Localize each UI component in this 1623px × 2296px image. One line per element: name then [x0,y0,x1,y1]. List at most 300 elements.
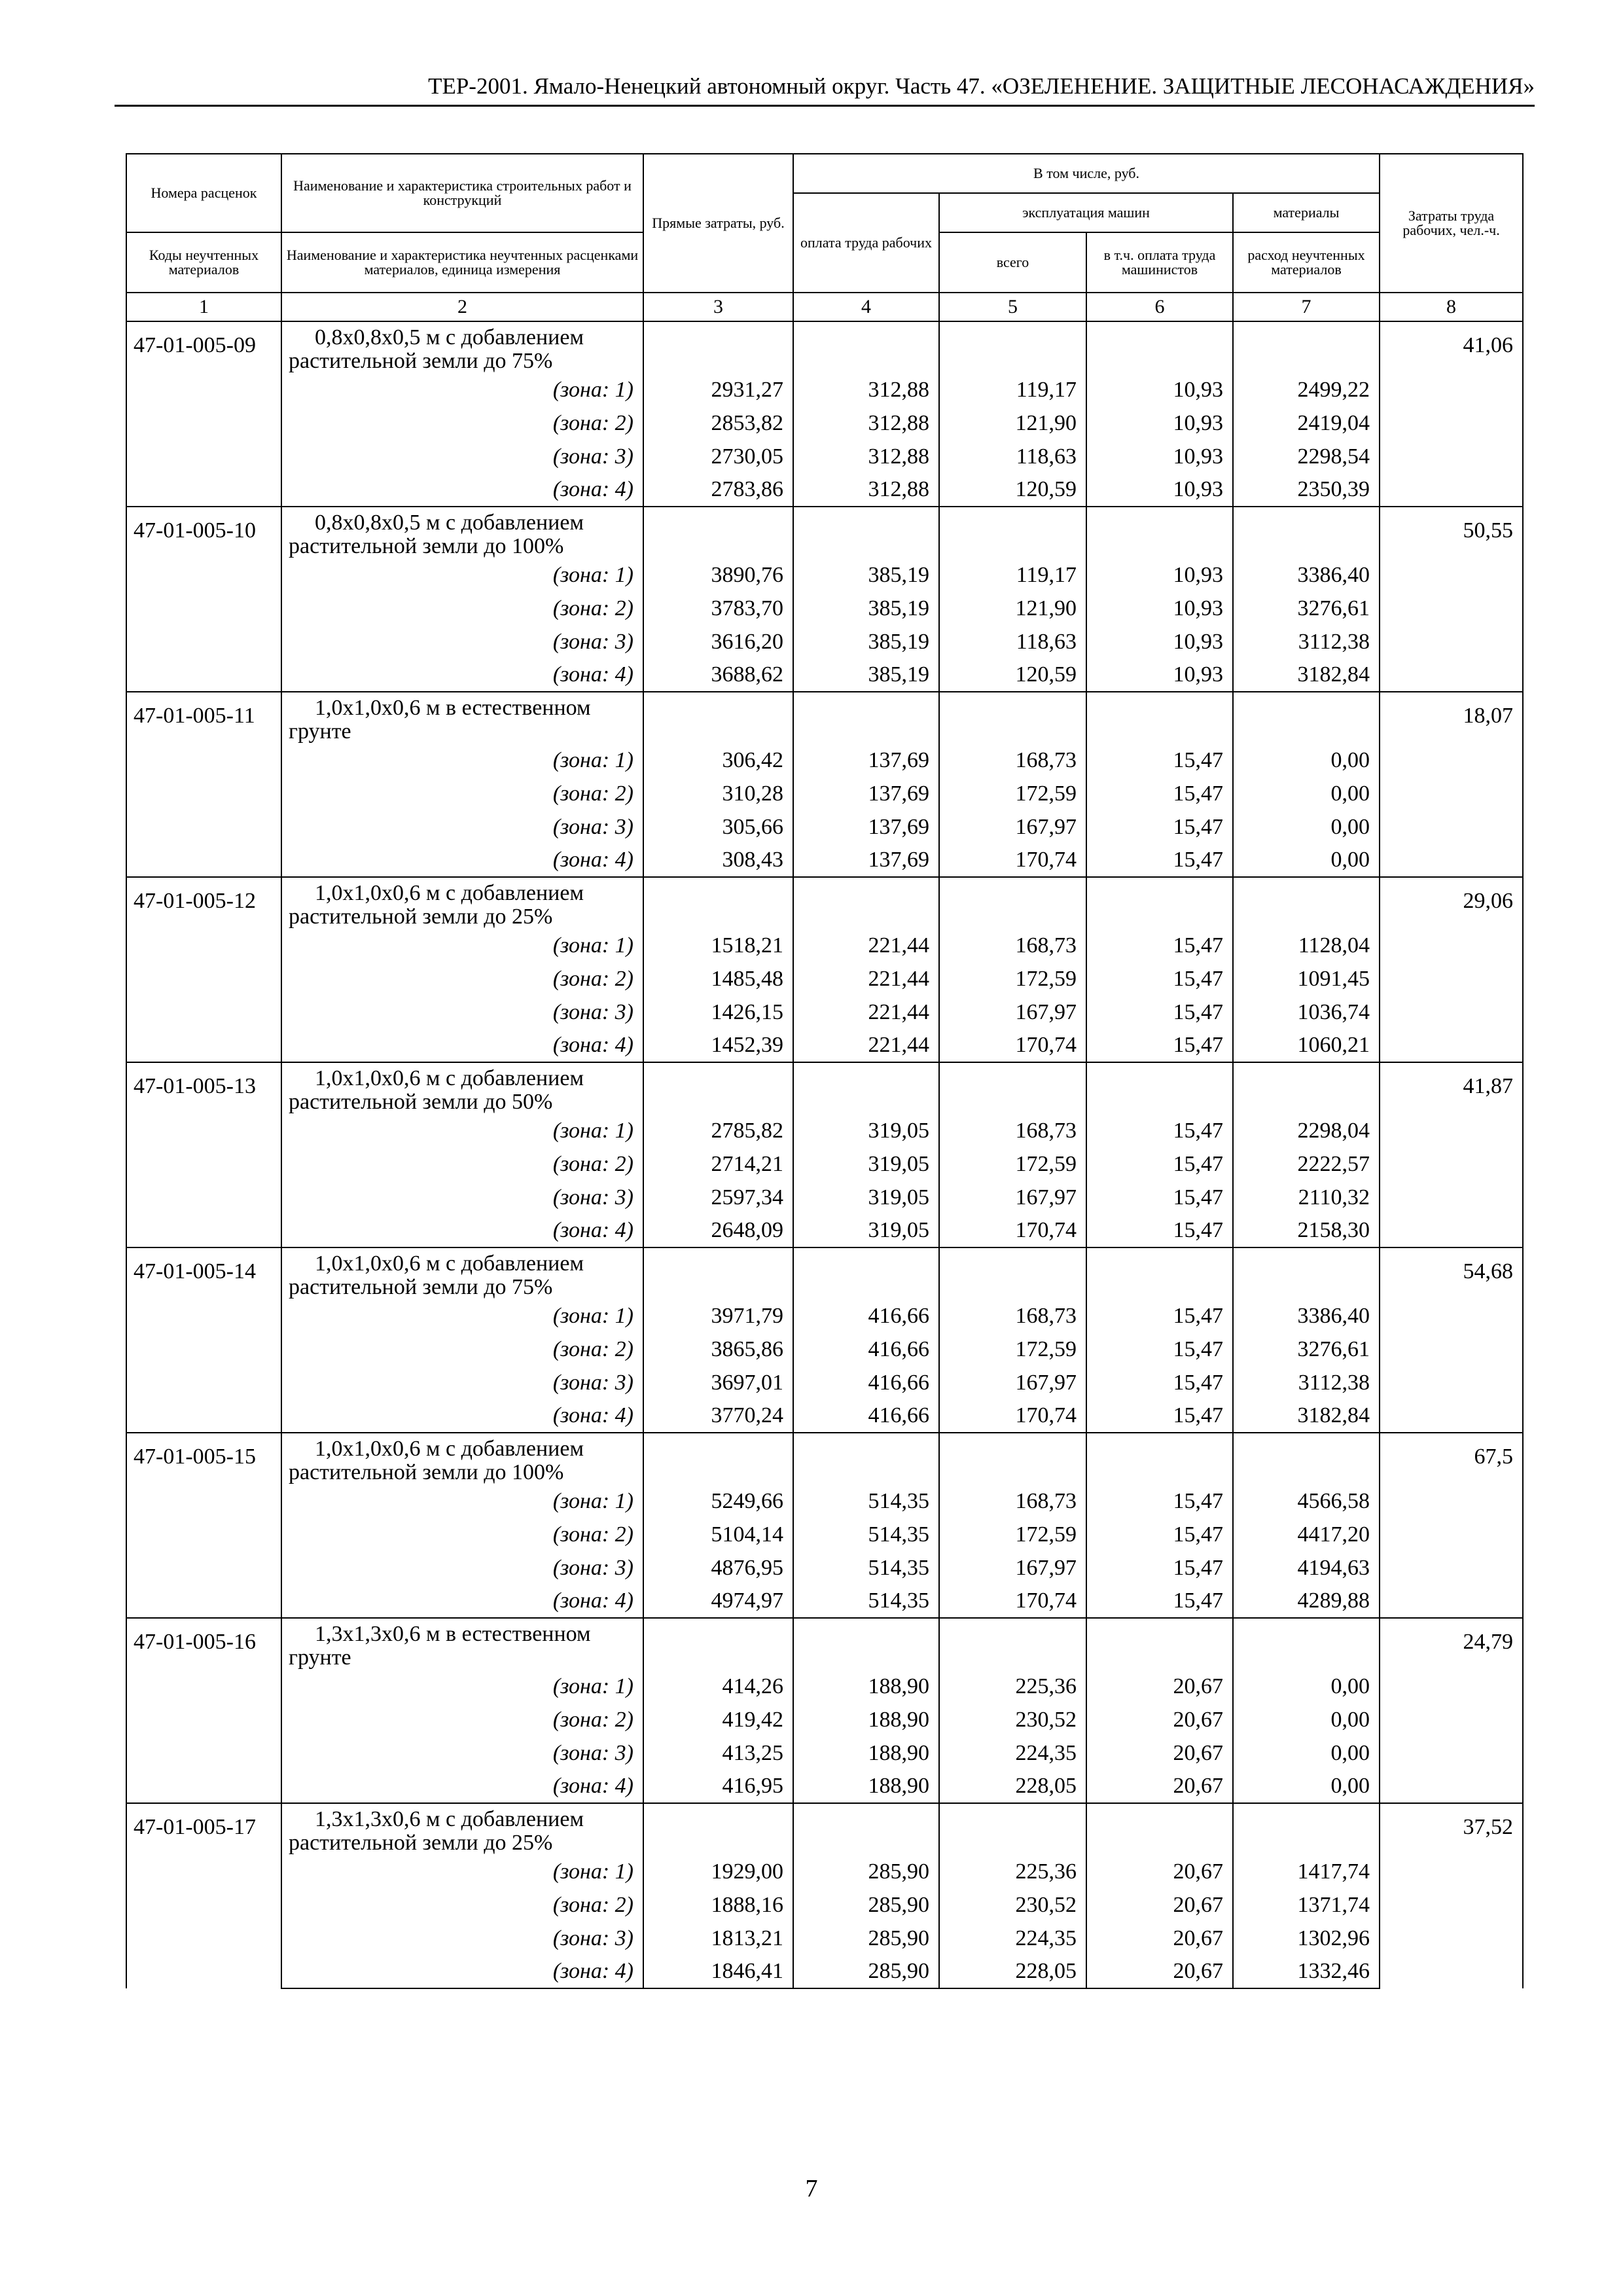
direct-costs-value: 308,43 [643,844,793,877]
rate-description [281,877,643,929]
worker-pay-value: 514,35 [793,1585,939,1618]
zone-row [126,1399,1523,1433]
materials-value: 2298,04 [1233,1114,1380,1147]
zone-label: (зона: 4) [281,1585,643,1618]
operator-pay-value: 15,47 [1086,929,1233,962]
zone-row [126,1770,1523,1803]
worker-pay-value: 137,69 [793,810,939,844]
machine-ops-value: 170,74 [939,1214,1086,1247]
rate-code: 47-01-005-12 [126,877,281,1062]
zone-row [126,844,1523,877]
table-body [126,321,1523,1988]
worker-pay-value: 188,90 [793,1703,939,1736]
zone-row [126,1736,1523,1770]
machine-ops-value: 225,36 [939,1670,1086,1703]
operator-pay-value: 20,67 [1086,1736,1233,1770]
materials-value: 3386,40 [1233,1299,1380,1333]
rate-description-line: растительной земли до 25% [289,1831,553,1855]
column-number: 4 [793,293,939,321]
materials-value: 0,00 [1233,810,1380,844]
operator-pay-value: 20,67 [1086,1922,1233,1955]
zone-label: (зона: 3) [281,810,643,844]
labor-cost: 67,5 [1380,1433,1523,1618]
zone-label: (зона: 2) [281,1518,643,1551]
direct-costs-value: 414,26 [643,1670,793,1703]
rate-description-line: растительной земли до 75% [289,1275,553,1299]
worker-pay-value: 514,35 [793,1551,939,1585]
zone-label: (зона: 4) [281,658,643,692]
zone-row [126,440,1523,473]
operator-pay-value: 15,47 [1086,744,1233,777]
worker-pay-value: 385,19 [793,558,939,592]
operator-pay-value: 15,47 [1086,1518,1233,1551]
zone-row [126,777,1523,810]
rate-row [126,692,1523,744]
materials-value: 3112,38 [1233,1366,1380,1399]
direct-costs-value: 2730,05 [643,440,793,473]
zone-row [126,1029,1523,1062]
labor-cost: 29,06 [1380,877,1523,1062]
zone-row [126,1585,1523,1618]
worker-pay-value: 312,88 [793,440,939,473]
worker-pay-value: 221,44 [793,962,939,996]
zone-label: (зона: 3) [281,1736,643,1770]
rate-description-line: 1,3х1,3х0,6 м с добавлением [315,1807,584,1831]
rate-row [126,1618,1523,1670]
rate-row [126,321,1523,373]
zone-label: (зона: 1) [281,1114,643,1147]
labor-cost: 41,06 [1380,321,1523,507]
machine-ops-value: 228,05 [939,1770,1086,1803]
labor-cost: 24,79 [1380,1618,1523,1803]
operator-pay-value: 15,47 [1086,1114,1233,1147]
labor-cost: 50,55 [1380,507,1523,692]
machine-ops-value: 118,63 [939,625,1086,658]
operator-pay-value: 15,47 [1086,1551,1233,1585]
direct-costs-value: 3688,62 [643,658,793,692]
machine-ops-value: 167,97 [939,1551,1086,1585]
direct-costs-value: 3616,20 [643,625,793,658]
zone-label: (зона: 4) [281,1770,643,1803]
worker-pay-value: 137,69 [793,744,939,777]
materials-value: 2298,54 [1233,440,1380,473]
zone-row [126,1366,1523,1399]
machine-ops-value: 168,73 [939,1484,1086,1518]
zone-label: (зона: 4) [281,1029,643,1062]
zone-row [126,1855,1523,1888]
materials-value: 1060,21 [1233,1029,1380,1062]
materials-value: 0,00 [1233,744,1380,777]
zone-row [126,1518,1523,1551]
labor-cost: 54,68 [1380,1247,1523,1433]
zone-row [126,658,1523,692]
materials-value: 1417,74 [1233,1855,1380,1888]
rate-row [126,1433,1523,1484]
direct-costs-value: 1518,21 [643,929,793,962]
zone-row [126,1484,1523,1518]
machine-ops-value: 121,90 [939,592,1086,625]
zone-label: (зона: 3) [281,1366,643,1399]
worker-pay-value: 319,05 [793,1214,939,1247]
materials-value: 1128,04 [1233,929,1380,962]
materials-value: 1371,74 [1233,1888,1380,1922]
direct-costs-value: 5249,66 [643,1484,793,1518]
zone-row [126,625,1523,658]
operator-pay-value: 15,47 [1086,962,1233,996]
zone-label: (зона: 4) [281,1399,643,1433]
worker-pay-value: 285,90 [793,1855,939,1888]
machine-ops-value: 170,74 [939,844,1086,877]
zone-label: (зона: 2) [281,1888,643,1922]
materials-value: 1091,45 [1233,962,1380,996]
operator-pay-value: 15,47 [1086,810,1233,844]
zone-label: (зона: 4) [281,1214,643,1247]
machine-ops-value: 168,73 [939,744,1086,777]
rate-description [281,507,643,558]
labor-cost: 41,87 [1380,1062,1523,1247]
operator-pay-value: 20,67 [1086,1888,1233,1922]
rate-description [281,321,643,373]
direct-costs-value: 2853,82 [643,406,793,440]
materials-value: 3276,61 [1233,1333,1380,1366]
operator-pay-value: 15,47 [1086,996,1233,1029]
zone-label: (зона: 3) [281,440,643,473]
machine-ops-value: 172,59 [939,1333,1086,1366]
rate-code: 47-01-005-10 [126,507,281,692]
worker-pay-value: 319,05 [793,1147,939,1181]
machine-ops-value: 170,74 [939,1585,1086,1618]
direct-costs-value: 1452,39 [643,1029,793,1062]
header-rate-numbers: Номера расценок [126,154,281,232]
direct-costs-value: 2785,82 [643,1114,793,1147]
zone-label: (зона: 4) [281,473,643,507]
zone-row [126,1551,1523,1585]
zone-row [126,929,1523,962]
worker-pay-value: 137,69 [793,777,939,810]
rate-description-line: растительной земли до 100% [289,1460,564,1484]
operator-pay-value: 10,93 [1086,592,1233,625]
operator-pay-value: 20,67 [1086,1855,1233,1888]
materials-value: 0,00 [1233,1670,1380,1703]
zone-row [126,592,1523,625]
rate-description [281,1247,643,1299]
materials-value: 3112,38 [1233,625,1380,658]
operator-pay-value: 15,47 [1086,1585,1233,1618]
direct-costs-value: 3697,01 [643,1366,793,1399]
direct-costs-value: 3783,70 [643,592,793,625]
operator-pay-value: 10,93 [1086,658,1233,692]
zone-row [126,810,1523,844]
zone-label: (зона: 4) [281,844,643,877]
rate-code: 47-01-005-15 [126,1433,281,1618]
operator-pay-value: 20,67 [1086,1770,1233,1803]
materials-value: 2499,22 [1233,373,1380,406]
operator-pay-value: 15,47 [1086,1214,1233,1247]
direct-costs-value: 2931,27 [643,373,793,406]
zone-row [126,1955,1523,1988]
operator-pay-value: 20,67 [1086,1670,1233,1703]
materials-value: 1302,96 [1233,1922,1380,1955]
rate-row [126,1247,1523,1299]
operator-pay-value: 15,47 [1086,844,1233,877]
worker-pay-value: 285,90 [793,1888,939,1922]
zone-row [126,373,1523,406]
worker-pay-value: 221,44 [793,1029,939,1062]
machine-ops-value: 172,59 [939,777,1086,810]
worker-pay-value: 416,66 [793,1399,939,1433]
zone-label: (зона: 2) [281,406,643,440]
zone-label: (зона: 2) [281,1703,643,1736]
header-material-name: Наименование и характеристика неучтенных расценками материалов, единица измерения [281,232,643,293]
header-machines-total: всего [939,232,1086,293]
materials-value: 4566,58 [1233,1484,1380,1518]
column-number: 8 [1380,293,1523,321]
machine-ops-value: 118,63 [939,440,1086,473]
worker-pay-value: 221,44 [793,996,939,1029]
rate-code: 47-01-005-14 [126,1247,281,1433]
labor-cost: 37,52 [1380,1803,1523,1988]
machine-ops-value: 170,74 [939,1029,1086,1062]
rate-row [126,1803,1523,1855]
worker-pay-value: 285,90 [793,1955,939,1988]
machine-ops-value: 120,59 [939,658,1086,692]
operator-pay-value: 10,93 [1086,406,1233,440]
zone-row [126,1299,1523,1333]
zone-row [126,1703,1523,1736]
zone-row [126,744,1523,777]
worker-pay-value: 137,69 [793,844,939,877]
machine-ops-value: 120,59 [939,473,1086,507]
zone-label: (зона: 2) [281,1147,643,1181]
rate-description-line: 0,8х0,8х0,5 м с добавлением [315,325,584,350]
direct-costs-value: 1929,00 [643,1855,793,1888]
machine-ops-value: 119,17 [939,373,1086,406]
materials-value: 2419,04 [1233,406,1380,440]
direct-costs-value: 1846,41 [643,1955,793,1988]
worker-pay-value: 312,88 [793,373,939,406]
zone-row [126,558,1523,592]
direct-costs-value: 419,42 [643,1703,793,1736]
header-materials: материалы [1233,193,1380,232]
rate-row [126,1062,1523,1114]
zone-label: (зона: 1) [281,558,643,592]
header-labor-costs: Затраты труда рабочих, чел.-ч. [1380,154,1523,293]
direct-costs-value: 3890,76 [643,558,793,592]
direct-costs-value: 3770,24 [643,1399,793,1433]
rate-description [281,1433,643,1484]
materials-value: 0,00 [1233,1770,1380,1803]
materials-value: 2158,30 [1233,1214,1380,1247]
rate-description-line: растительной земли до 75% [289,349,553,373]
direct-costs-value: 1426,15 [643,996,793,1029]
header-machine-ops: эксплуатация машин [939,193,1233,232]
machine-ops-value: 172,59 [939,1147,1086,1181]
materials-value: 3386,40 [1233,558,1380,592]
machine-ops-value: 170,74 [939,1399,1086,1433]
materials-value: 0,00 [1233,1736,1380,1770]
worker-pay-value: 416,66 [793,1299,939,1333]
zone-row [126,1214,1523,1247]
direct-costs-value: 5104,14 [643,1518,793,1551]
rate-description-line: 1,3х1,3х0,6 м в естественном [315,1622,591,1646]
header-work-name: Наименование и характеристика строительных работ и конструкций [281,154,643,232]
worker-pay-value: 188,90 [793,1770,939,1803]
rate-code: 47-01-005-17 [126,1803,281,1988]
rate-description-line: растительной земли до 25% [289,905,553,929]
materials-value: 0,00 [1233,844,1380,877]
materials-value: 1332,46 [1233,1955,1380,1988]
zone-label: (зона: 1) [281,1855,643,1888]
worker-pay-value: 514,35 [793,1518,939,1551]
materials-value: 3182,84 [1233,658,1380,692]
column-number: 1 [126,293,281,321]
direct-costs-value: 2597,34 [643,1181,793,1214]
zone-row [126,996,1523,1029]
direct-costs-value: 3971,79 [643,1299,793,1333]
worker-pay-value: 188,90 [793,1670,939,1703]
machine-ops-value: 230,52 [939,1888,1086,1922]
operator-pay-value: 15,47 [1086,1147,1233,1181]
header-codes: Коды неучтенных материалов [126,232,281,293]
zone-label: (зона: 2) [281,777,643,810]
worker-pay-value: 312,88 [793,406,939,440]
direct-costs-value: 1813,21 [643,1922,793,1955]
zone-label: (зона: 2) [281,962,643,996]
rate-row [126,877,1523,929]
machine-ops-value: 168,73 [939,1114,1086,1147]
rate-description-line: 1,0х1,0х0,6 м с добавлением [315,1437,584,1461]
zone-row [126,962,1523,996]
table-header [126,154,1523,321]
direct-costs-value: 413,25 [643,1736,793,1770]
machine-ops-value: 224,35 [939,1736,1086,1770]
direct-costs-value: 310,28 [643,777,793,810]
materials-value: 2110,32 [1233,1181,1380,1214]
machine-ops-value: 225,36 [939,1855,1086,1888]
operator-pay-value: 15,47 [1086,1399,1233,1433]
column-numbers-row [126,293,1523,321]
worker-pay-value: 385,19 [793,592,939,625]
column-number: 2 [281,293,643,321]
header-operator-pay: в т.ч. оплата труда машинистов [1086,232,1233,293]
zone-row [126,1181,1523,1214]
rate-description [281,1618,643,1670]
zone-row [126,473,1523,507]
operator-pay-value: 20,67 [1086,1955,1233,1988]
rate-description [281,1062,643,1114]
rate-description-line: 1,0х1,0х0,6 м с добавлением [315,1066,584,1090]
rate-code: 47-01-005-11 [126,692,281,877]
zone-label: (зона: 3) [281,996,643,1029]
zone-label: (зона: 2) [281,1333,643,1366]
operator-pay-value: 15,47 [1086,1029,1233,1062]
direct-costs-value: 4974,97 [643,1585,793,1618]
materials-value: 1036,74 [1233,996,1380,1029]
machine-ops-value: 167,97 [939,996,1086,1029]
column-number: 5 [939,293,1086,321]
operator-pay-value: 10,93 [1086,440,1233,473]
rate-description-line: растительной земли до 100% [289,534,564,558]
worker-pay-value: 514,35 [793,1484,939,1518]
rate-description-line: грунте [289,1645,351,1670]
rate-code: 47-01-005-09 [126,321,281,507]
machine-ops-value: 228,05 [939,1955,1086,1988]
machine-ops-value: 172,59 [939,1518,1086,1551]
zone-label: (зона: 1) [281,929,643,962]
zone-label: (зона: 1) [281,1670,643,1703]
zone-label: (зона: 3) [281,625,643,658]
machine-ops-value: 167,97 [939,1366,1086,1399]
worker-pay-value: 385,19 [793,658,939,692]
header-direct-costs: Прямые затраты, руб. [643,154,793,293]
materials-value: 2350,39 [1233,473,1380,507]
page-number: 7 [805,2175,818,2202]
direct-costs-value: 2648,09 [643,1214,793,1247]
worker-pay-value: 188,90 [793,1736,939,1770]
materials-value: 3276,61 [1233,592,1380,625]
machine-ops-value: 168,73 [939,1299,1086,1333]
rates-table [126,153,1524,1989]
column-number: 6 [1086,293,1233,321]
rate-code: 47-01-005-16 [126,1618,281,1803]
zone-label: (зона: 3) [281,1922,643,1955]
rate-code: 47-01-005-13 [126,1062,281,1247]
operator-pay-value: 10,93 [1086,625,1233,658]
header-unaccounted-materials: расход неучтенных материалов [1233,232,1380,293]
direct-costs-value: 1888,16 [643,1888,793,1922]
materials-value: 4194,63 [1233,1551,1380,1585]
zone-row [126,1922,1523,1955]
operator-pay-value: 10,93 [1086,558,1233,592]
page-header-title: ТЕР-2001. Ямало-Ненецкий автономный округ. Часть 47. «ОЗЕЛЕНЕНИЕ. ЗАЩИТНЫЕ ЛЕСОНАСАЖДЕНИЯ» [428,73,1535,99]
column-number: 3 [643,293,793,321]
zone-label: (зона: 1) [281,1484,643,1518]
worker-pay-value: 385,19 [793,625,939,658]
direct-costs-value: 2714,21 [643,1147,793,1181]
worker-pay-value: 312,88 [793,473,939,507]
direct-costs-value: 2783,86 [643,473,793,507]
zone-row [126,1147,1523,1181]
header-divider [115,105,1535,107]
zone-label: (зона: 2) [281,592,643,625]
header-including: В том числе, руб. [793,154,1380,193]
machine-ops-value: 172,59 [939,962,1086,996]
header-worker-pay: оплата труда рабочих [793,193,939,293]
rate-description-line: 1,0х1,0х0,6 м в естественном [315,696,591,720]
operator-pay-value: 10,93 [1086,373,1233,406]
machine-ops-value: 168,73 [939,929,1086,962]
machine-ops-value: 167,97 [939,1181,1086,1214]
zone-label: (зона: 1) [281,1299,643,1333]
rate-description-line: 0,8х0,8х0,5 м с добавлением [315,511,584,535]
rate-description-line: растительной земли до 50% [289,1090,553,1114]
materials-value: 0,00 [1233,1703,1380,1736]
zone-label: (зона: 1) [281,744,643,777]
rate-description-line: 1,0х1,0х0,6 м с добавлением [315,1251,584,1276]
worker-pay-value: 416,66 [793,1366,939,1399]
worker-pay-value: 416,66 [793,1333,939,1366]
rate-row [126,507,1523,558]
rate-description [281,1803,643,1855]
operator-pay-value: 15,47 [1086,1299,1233,1333]
operator-pay-value: 15,47 [1086,1366,1233,1399]
zone-row [126,1670,1523,1703]
zone-row [126,1333,1523,1366]
materials-value: 4417,20 [1233,1518,1380,1551]
machine-ops-value: 224,35 [939,1922,1086,1955]
direct-costs-value: 4876,95 [643,1551,793,1585]
worker-pay-value: 221,44 [793,929,939,962]
